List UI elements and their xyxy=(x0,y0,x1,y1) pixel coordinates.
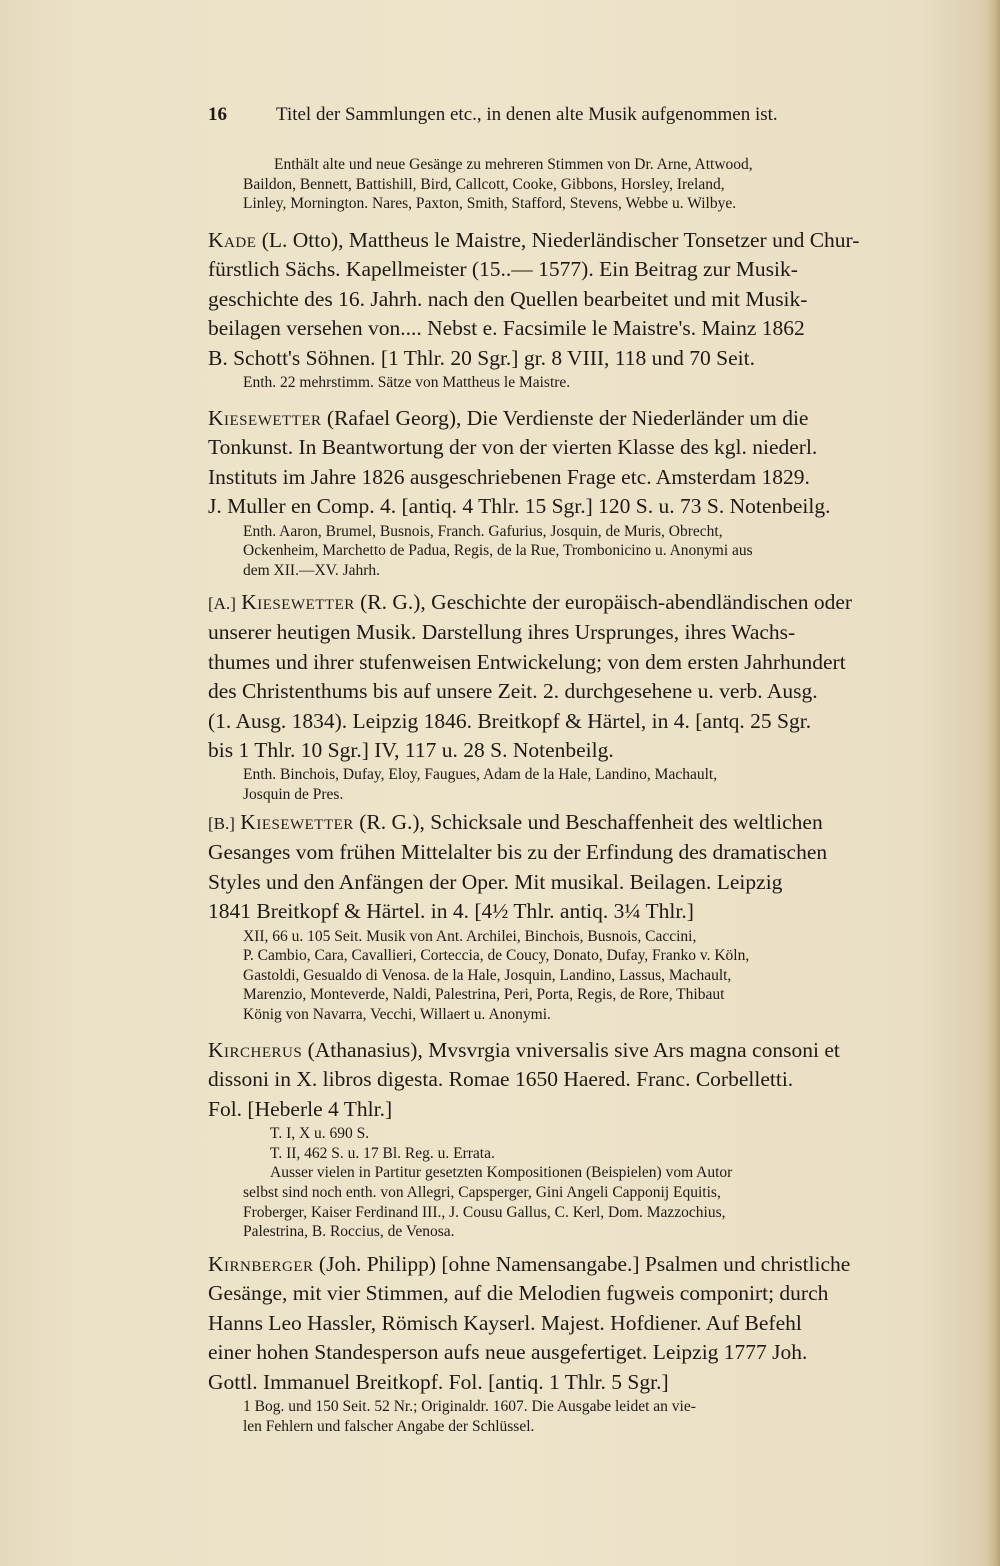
entry-author: Kiesewetter xyxy=(241,590,355,614)
entry-line xyxy=(208,588,933,618)
entry-line xyxy=(208,808,933,838)
entry-line: dissoni in X. libros digesta. Romae 1650 Haered. Franc. Corbelletti. xyxy=(208,1067,794,1092)
entry-line: Styles und den Anfängen der Oper. Mit musikal. Beilagen. Leipzig xyxy=(208,869,783,894)
entry-author: Kiesewetter xyxy=(208,406,322,430)
entry-note-line: Enth. Aaron, Brumel, Busnois, Franch. Gafurius, Josquin, de Muris, Obrecht, xyxy=(243,522,723,540)
entry-line: thumes und ihrer stufenweisen Entwickelung; von dem ersten Jahrhundert xyxy=(208,649,846,674)
entry-line: Hanns Leo Hassler, Römisch Kayserl. Majest. Hofdiener. Auf Befehl xyxy=(208,1310,802,1335)
note-line: Linley, Mornington. Nares, Paxton, Smith, Stafford, Stevens, Webbe u. Wilbye. xyxy=(243,195,737,213)
entry-line: Gottl. Immanuel Breitkopf. Fol. [antiq. 1 Thlr. 5 Sgr.] xyxy=(208,1369,669,1394)
entry-note-line: Froberger, Kaiser Ferdinand III., J. Cousu Gallus, C. Kerl, Dom. Mazzochius, xyxy=(243,1203,726,1221)
entry-line: Fol. [Heberle 4 Thlr.] xyxy=(208,1096,393,1121)
entry-line: unserer heutigen Musik. Darstellung ihres Ursprunges, ihres Wachs- xyxy=(208,620,796,645)
entry-text: (Athanasius), Mvsvrgia vniversalis sive Ars magna consoni et xyxy=(307,1038,840,1062)
entry-line xyxy=(208,404,933,433)
bibliography-entry xyxy=(208,1250,933,1436)
bibliography-entry xyxy=(208,588,933,805)
running-title: Titel der Sammlungen etc., in denen alte Musik aufgenommen ist. xyxy=(276,104,778,125)
entry-line: Tonkunst. In Beantwortung der von der vierten Klasse des kgl. niederl. xyxy=(208,435,818,460)
entry-author: Kirnberger xyxy=(208,1252,314,1276)
intro-note xyxy=(208,155,933,214)
entry-line: J. Muller en Comp. 4. [antiq. 4 Thlr. 15 Sgr.] 120 S. u. 73 S. Notenbeilg. xyxy=(208,494,831,519)
entry-line xyxy=(208,1250,933,1279)
entry-line: einer hohen Standesperson aufs neue ausgefertiget. Leipzig 1777 Joh. xyxy=(208,1340,808,1365)
bibliography-entry xyxy=(208,1036,933,1242)
entry-line: beilagen versehen von.... Nebst e. Facsimile le Maistre's. Mainz 1862 xyxy=(208,316,805,341)
entry-note-line: König von Navarra, Vecchi, Willaert u. Anonymi. xyxy=(243,1006,551,1023)
entry-text: (Joh. Philipp) [ohne Namensangabe.] Psalmen und christliche xyxy=(318,1252,851,1276)
running-header xyxy=(208,104,828,126)
entry-author: Kade xyxy=(208,228,257,252)
entry-line: Instituts im Jahre 1826 ausgeschriebenen Frage etc. Amsterdam 1829. xyxy=(208,464,810,489)
entry-note-line: Palestrina, B. Roccius, de Venosa. xyxy=(243,1223,455,1241)
entry-author: Kircherus xyxy=(208,1038,303,1062)
entry-text: (L. Otto), Mattheus le Maistre, Niederländischer Tonsetzer und Chur- xyxy=(261,228,860,252)
entry-line: fürstlich Sächs. Kapellmeister (15..— 1577). Ein Beitrag zur Musik- xyxy=(208,257,798,282)
entry-note-line: 1 Bog. und 150 Seit. 52 Nr.; Originaldr. 1607. Die Ausgabe leidet an vie- xyxy=(243,1398,696,1416)
note-line: Baildon, Bennett, Battishill, Bird, Callcott, Cooke, Gibbons, Horsley, Ireland, xyxy=(243,175,725,193)
entry-note-line: len Fehlern und falscher Angabe der Schlüssel. xyxy=(243,1417,535,1435)
entry-line: geschichte des 16. Jahrh. nach den Quellen bearbeitet und mit Musik- xyxy=(208,286,808,311)
entry-note-line: P. Cambio, Cara, Cavallieri, Corteccia, de Coucy, Donato, Dufay, Franko v. Köln, xyxy=(243,947,750,965)
entry-note-line: XII, 66 u. 105 Seit. Musik von Ant. Archilei, Binchois, Busnois, Caccini, xyxy=(243,927,697,945)
entry-line: des Christenthums bis auf unsere Zeit. 2. durchgesehene u. verb. Ausg. xyxy=(208,679,818,704)
entry-note-line: selbst sind noch enth. von Allegri, Capsperger, Gini Angeli Capponij Equitis, xyxy=(243,1184,721,1201)
bibliography-entry xyxy=(208,226,933,393)
entry-text: (Rafael Georg), Die Verdienste der Niederländer um die xyxy=(326,406,809,430)
page-edge xyxy=(986,0,1000,1566)
entry-note-line: Marenzio, Monteverde, Naldi, Palestrina, Peri, Porta, Regis, de Rore, Thibaut xyxy=(243,986,725,1004)
entry-line xyxy=(208,226,933,255)
entry-marker: [A.] xyxy=(208,594,236,613)
bibliography-entry xyxy=(208,808,933,1025)
entry-marker: [B.] xyxy=(208,814,235,833)
entry-line: bis 1 Thlr. 10 Sgr.] IV, 117 u. 28 S. Notenbeilg. xyxy=(208,738,614,763)
entry-note-line: dem XII.—XV. Jahrh. xyxy=(243,561,381,579)
entry-author: Kiesewetter xyxy=(240,810,354,834)
note-line: Enthält alte und neue Gesänge zu mehreren Stimmen von Dr. Arne, Attwood, xyxy=(274,156,753,173)
entry-line: Gesanges vom frühen Mittelalter bis zu der Erfindung des dramatischen xyxy=(208,840,828,865)
entry-line: B. Schott's Söhnen. [1 Thlr. 20 Sgr.] gr. 8 VIII, 118 und 70 Seit. xyxy=(208,345,755,370)
entry-note-line: T. II, 462 S. u. 17 Bl. Reg. u. Errata. xyxy=(270,1144,495,1162)
entry-note-line: T. I, X u. 690 S. xyxy=(270,1125,370,1143)
entry-text: (R. G.), Geschichte der europäisch-abendländischen oder xyxy=(360,590,853,614)
entry-note-line: Gastoldi, Gesualdo di Venosa. de la Hale, Josquin, Landino, Lassus, Machault, xyxy=(243,966,732,984)
bibliography-entry xyxy=(208,404,933,580)
entry-note-line: Ausser vielen in Partitur gesetzten Kompositionen (Beispielen) vom Autor xyxy=(270,1164,733,1182)
entry-line xyxy=(208,1036,933,1065)
entry-line: Gesänge, mit vier Stimmen, auf die Melodien fugweis componirt; durch xyxy=(208,1281,829,1306)
entry-note-line: Enth. Binchois, Dufay, Eloy, Faugues, Adam de la Hale, Landino, Machault, xyxy=(243,766,718,784)
entry-line: (1. Ausg. 1834). Leipzig 1846. Breitkopf & Härtel, in 4. [antq. 25 Sgr. xyxy=(208,708,812,733)
entry-line: 1841 Breitkopf & Härtel. in 4. [4½ Thlr. antiq. 3¼ Thlr.] xyxy=(208,899,694,924)
entry-note-line: Enth. 22 mehrstimm. Sätze von Mattheus le Maistre. xyxy=(243,374,571,392)
entry-note-line: Ockenheim, Marchetto de Padua, Regis, de la Rue, Trombonicino u. Anonymi aus xyxy=(243,542,753,560)
entry-note-line: Josquin de Pres. xyxy=(243,786,344,804)
entry-text: (R. G.), Schicksale und Beschaffenheit des weltlichen xyxy=(359,810,823,834)
page-number: 16 xyxy=(208,104,227,125)
